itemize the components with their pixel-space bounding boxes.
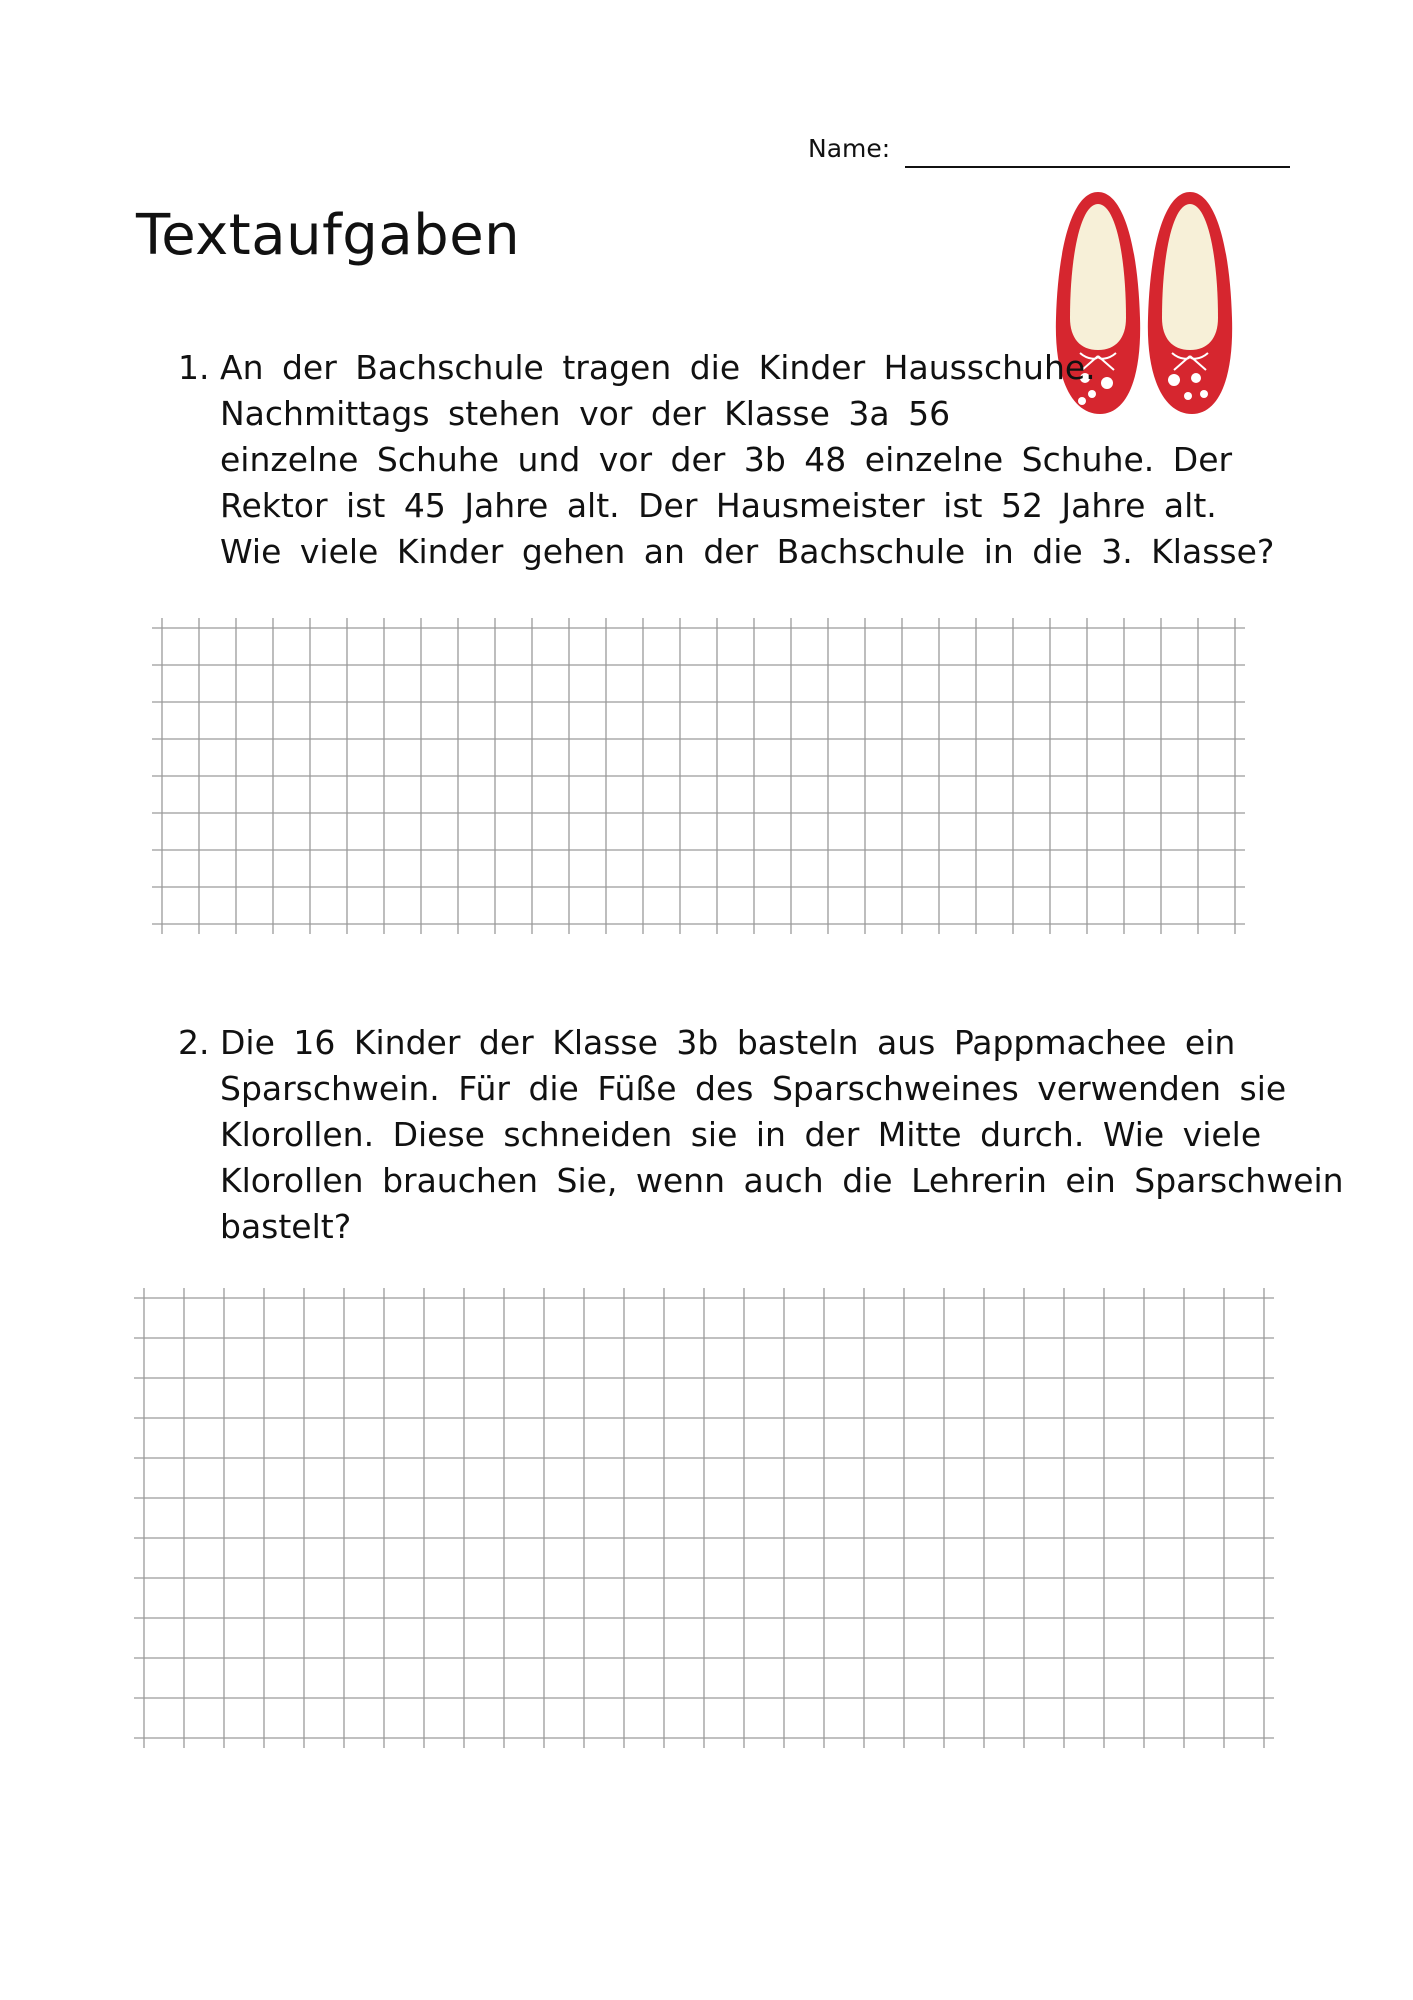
task-line: Wie viele Kinder gehen an der Bachschule in die 3. Klasse? [220, 532, 1275, 571]
answer-grid-2[interactable] [134, 1288, 1282, 1766]
answer-grid-1[interactable] [152, 618, 1262, 970]
task-line: bastelt? [220, 1207, 352, 1246]
task-line: Klorollen. Diese schneiden sie in der Mitte durch. Wie viele [220, 1115, 1262, 1154]
name-label: Name: [808, 134, 891, 163]
task-number: 1. [178, 348, 210, 387]
task-line: Rektor ist 45 Jahre alt. Der Hausmeister ist 52 Jahre alt. [220, 486, 1217, 525]
task-line: Sparschwein. Für die Füße des Sparschweines verwenden sie [220, 1069, 1287, 1108]
task-line: An der Bachschule tragen die Kinder Hausschuhe. [220, 348, 1096, 387]
task-2 [178, 1020, 1344, 1250]
task-line: einzelne Schuhe und vor der 3b 48 einzelne Schuhe. Der [220, 440, 1233, 479]
task-1 [178, 345, 1275, 575]
task-number: 2. [178, 1023, 210, 1062]
page-title: Textaufgaben [136, 203, 521, 268]
task-line: Klorollen brauchen Sie, wenn auch die Lehrerin ein Sparschwein [220, 1161, 1344, 1200]
task-line: Nachmittags stehen vor der Klasse 3a 56 [220, 394, 951, 433]
name-line[interactable] [905, 166, 1290, 168]
task-line: Die 16 Kinder der Klasse 3b basteln aus Pappmachee ein [220, 1023, 1236, 1062]
